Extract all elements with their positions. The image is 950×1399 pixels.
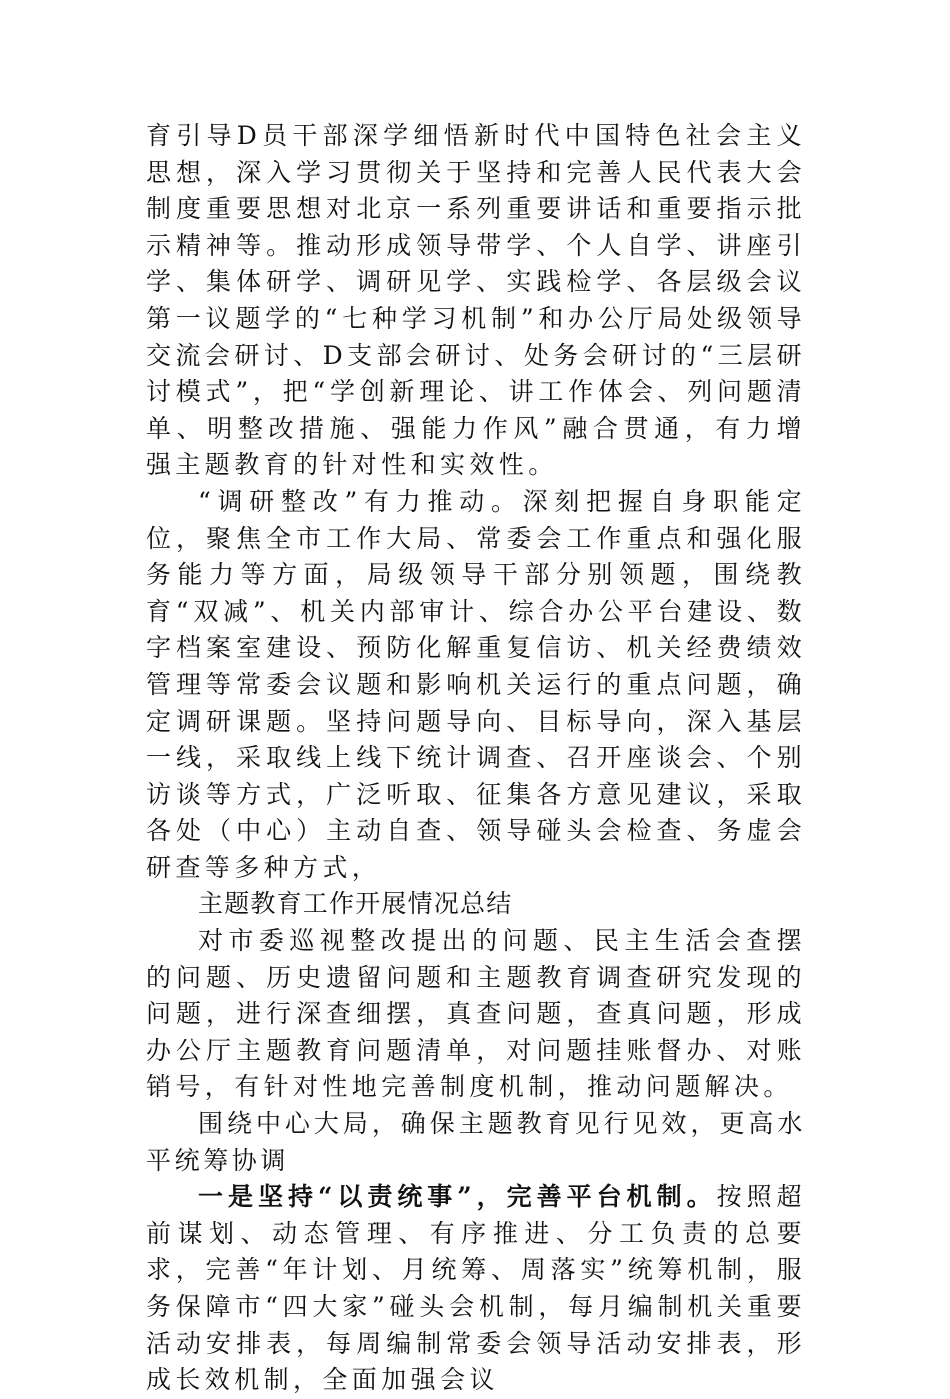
paragraph-research-rectification: “调研整改”有力推动。深刻把握自身职能定位，聚焦全市工作大局、常委会工作重点和强化服务能力等方面，局级领导干部分别领题，围绕教育“双减”、机关内部审计、综合办公平台建设、数字档案室建设、预防化解重复信访、机关经费绩效管理等常委会议题和影响机关运行的重点问题，确定调研课题。坚持问题导向、目标导向，深入基层一线，采取线上线下统计调查、召开座谈会、个别访谈等方式，广泛听取、征集各方意见建议，采取各处（中心）主动自查、领导碰头会检查、务虚会研查等多种方式，	[146, 486, 806, 882]
paragraph-problem-list: 对市委巡视整改提出的问题、民主生活会查摆的问题、历史遗留问题和主题教育调查研究发现的问题，进行深查细摆，真查问题，查真问题，形成办公厅主题教育问题清单，对问题挂账督办、对账销号，有针对性地完善制度机制，推动问题解决。	[146, 926, 806, 1102]
paragraph-lead-bold: 一是坚持“以责统事”，完善平台机制。	[198, 1182, 717, 1212]
document-body	[146, 118, 806, 1399]
paragraph-lead-rest: 按照超前谋划、动态管理、有序推进、分工负责的总要求，完善“年计划、月统筹、周落实”统筹机制，服务保障市“四大家”碰头会机制，每月编制机关重要活动安排表，每周编制常委会领导活动安排表，形成长效机制，全面加强会议	[146, 1182, 806, 1395]
paragraph-platform-mechanism	[146, 1179, 806, 1399]
section-heading-summary: 主题教育工作开展情况总结	[198, 889, 513, 919]
section-heading-coordination: 围绕中心大局，确保主题教育见行见效，更高水平统筹协调	[146, 1109, 806, 1175]
paragraph-study-mechanism: 育引导D员干部深学细悟新时代中国特色社会主义思想，深入学习贯彻关于坚持和完善人民代表大会制度重要思想对北京一系列重要讲话和重要指示批示精神等。推动形成领导带学、个人自学、讲座引学、集体研学、调研见学、实践检学、各层级会议第一议题学的“七种学习机制”和办公厅局处级领导交流会研讨、D支部会研讨、处务会研讨的“三层研讨模式”，把“学创新理论、讲工作体会、列问题清单、明整改措施、强能力作风”融合贯通，有力增强主题教育的针对性和实效性。	[146, 121, 806, 480]
